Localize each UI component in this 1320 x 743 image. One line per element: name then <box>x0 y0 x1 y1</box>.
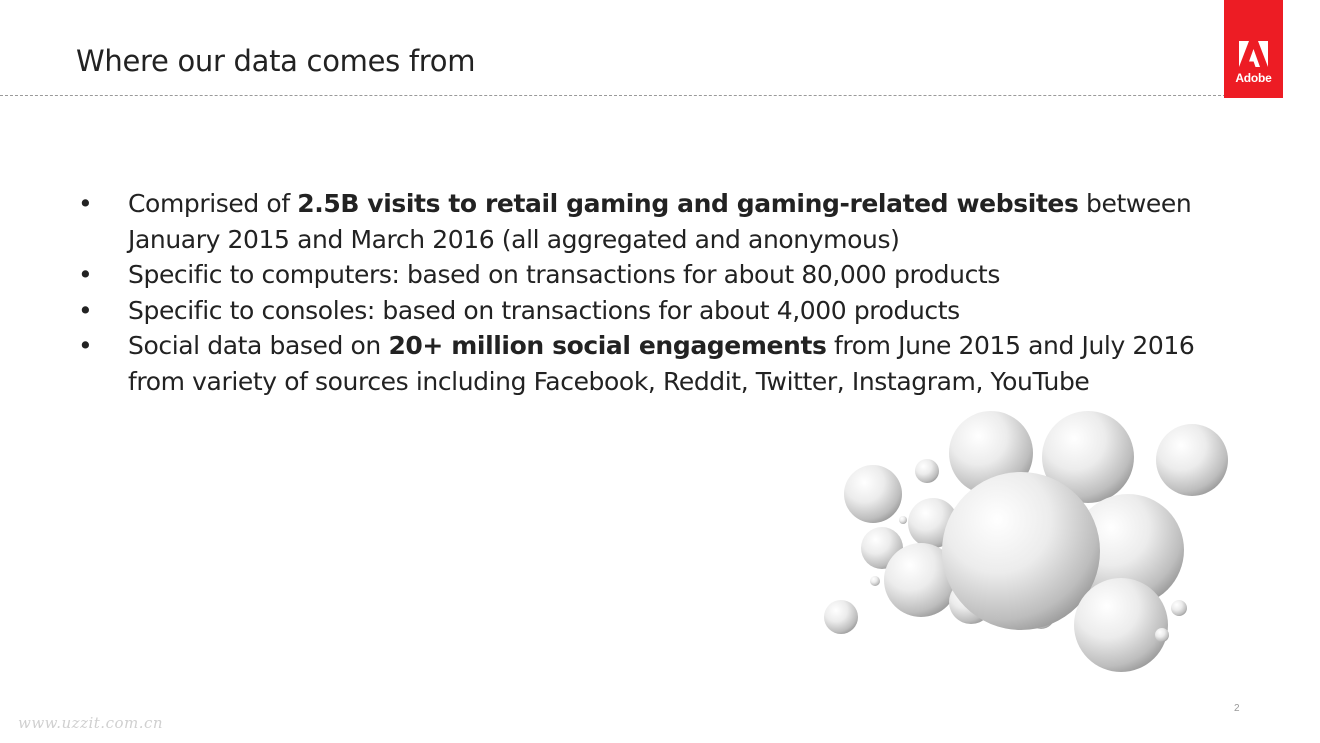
bullet-item <box>76 328 1216 399</box>
bullet-text: Social data based on <box>128 331 389 360</box>
adobe-wordmark: Adobe <box>1235 71 1272 85</box>
title-divider <box>0 95 1226 96</box>
bullet-list <box>76 186 1216 399</box>
bullet-item <box>76 186 1216 257</box>
page-number: 2 <box>1234 703 1240 714</box>
bullet-text: Specific to computers: based on transactions for about 80,000 products <box>128 260 1000 289</box>
bullet-text: Specific to consoles: based on transactions for about 4,000 products <box>128 295 960 325</box>
bullet-highlight: 2.5B visits to retail gaming and gaming-related websites <box>297 189 1079 218</box>
spheres-illustration <box>815 405 1235 680</box>
slide-title: Where our data comes from <box>76 44 476 78</box>
bullet-dot: • <box>78 189 93 218</box>
bullet-text: Comprised of <box>128 189 298 218</box>
adobe-a-icon <box>1239 41 1268 67</box>
bullet-item <box>76 257 1216 293</box>
bullet-text: from June 2015 and July 2016 from variety of sources including Facebook, Reddit, Twitter, Instagram, YouTube <box>128 331 1195 396</box>
bullet-highlight: 20+ million social engagements <box>388 331 827 360</box>
bullet-item <box>76 293 1216 329</box>
bullet-dot: • <box>78 260 93 289</box>
bullet-dot: • <box>78 295 93 325</box>
adobe-logo <box>1224 0 1283 98</box>
watermark: www.uzzit.com.cn <box>18 714 164 732</box>
bullet-text: between January 2015 and March 2016 (all aggregated and anonymous) <box>128 189 1192 254</box>
bullet-dot: • <box>78 331 93 360</box>
